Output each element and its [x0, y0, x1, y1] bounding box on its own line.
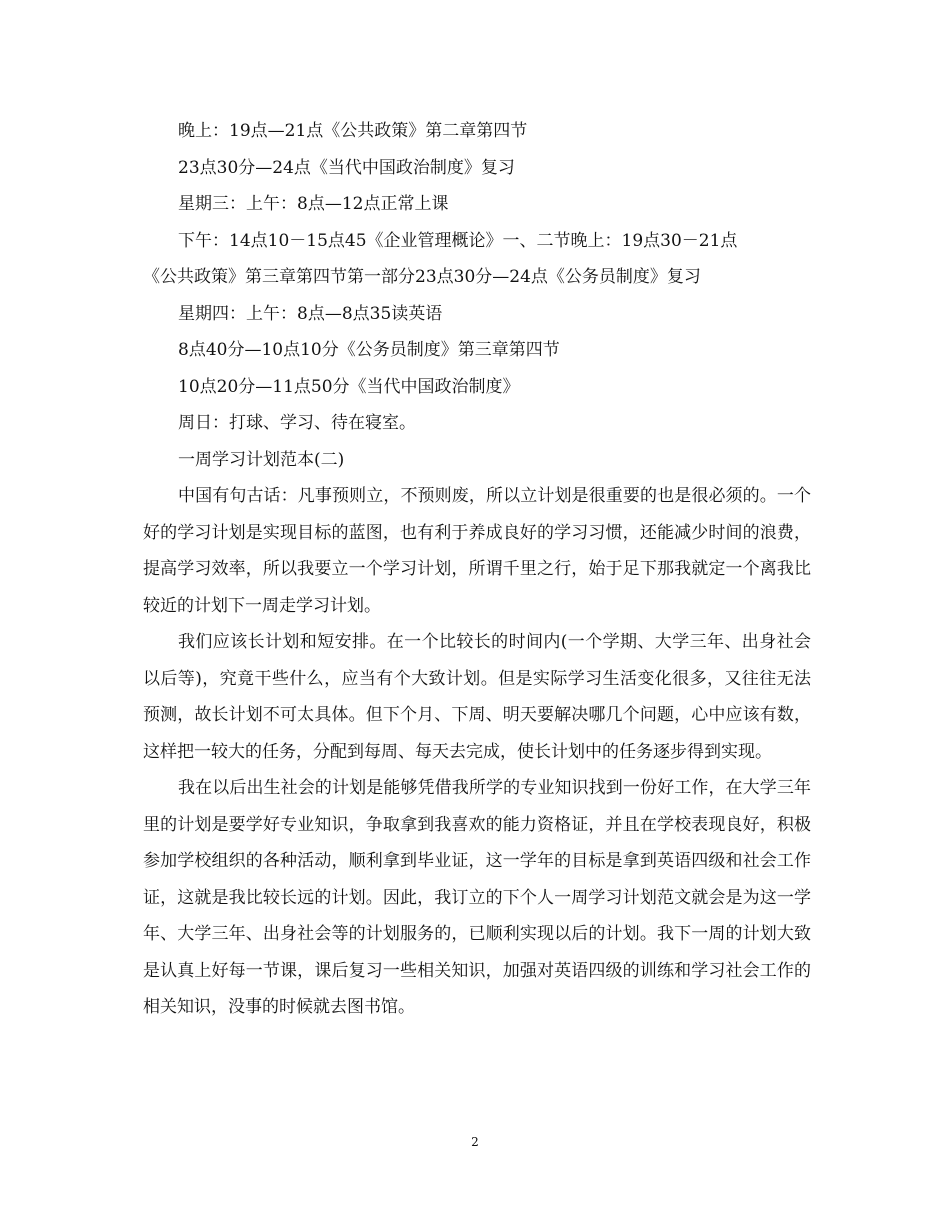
schedule-line: 下午：14点10－15点45《企业管理概论》一、二节晚上：19点30－21点	[178, 230, 738, 251]
paragraph: 我们应该长计划和短安排。在一个比较长的时间内(一个学期、大学三年、出身社会以后等)，究竟干些什么，应当有个大致计划。但是实际学习生活变化很多，又往往无法预测，故长计划不可太具体。但下个月、下周、明天要解决哪几个问题，心中应该有数，这样把一较大的任务，分配到每周、每天去完成，使长计划中的任务逐步得到实现。	[143, 632, 811, 762]
schedule-line: 23点30分—24点《当代中国政治制度》复习	[178, 157, 515, 178]
page-number: 2	[471, 1135, 479, 1149]
section-title: 一周学习计划范本(二)	[178, 449, 345, 470]
page-body	[143, 113, 811, 1026]
schedule-line: 星期四：上午：8点—8点35读英语	[178, 303, 443, 324]
schedule-line: 星期三：上午：8点—12点正常上课	[178, 194, 449, 214]
schedule-line: 10点20分—11点50分《当代中国政治制度》	[178, 376, 520, 397]
schedule-line: 晚上：19点—21点《公共政策》第二章第四节	[178, 121, 528, 141]
schedule-line: 8点40分—10点10分《公务员制度》第三章第四节	[178, 340, 560, 360]
paragraph: 我在以后出生社会的计划是能够凭借我所学的专业知识找到一份好工作，在大学三年里的计划是要学好专业知识，争取拿到我喜欢的能力资格证，并且在学校表现良好，积极参加学校组织的各种活动，顺利拿到毕业证，这一学年的目标是拿到英语四级和社会工作证，这就是我比较长远的计划。因此，我订立的下个人一周学习计划范文就会是为这一学年、大学三年、出身社会等的计划服务的，已顺利实现以后的计划。我下一周的计划大致是认真上好每一节课，课后复习一些相关知识，加强对英语四级的训练和学习社会工作的相关知识，没事的时候就去图书馆。	[143, 778, 811, 1017]
schedule-line: 《公共政策》第三章第四节第一部分23点30分—24点《公务员制度》复习	[143, 267, 701, 287]
paragraph: 中国有句古话：凡事预则立，不预则废，所以立计划是很重要的也是很必须的。一个好的学习计划是实现目标的蓝图，也有利于养成良好的学习习惯，还能减少时间的浪费，提高学习效率，所以我要立一个学习计划，所谓千里之行，始于足下那我就定一个离我比较近的计划下一周走学习计划。	[143, 486, 811, 616]
schedule-line: 周日：打球、学习、待在寝室。	[178, 413, 416, 433]
